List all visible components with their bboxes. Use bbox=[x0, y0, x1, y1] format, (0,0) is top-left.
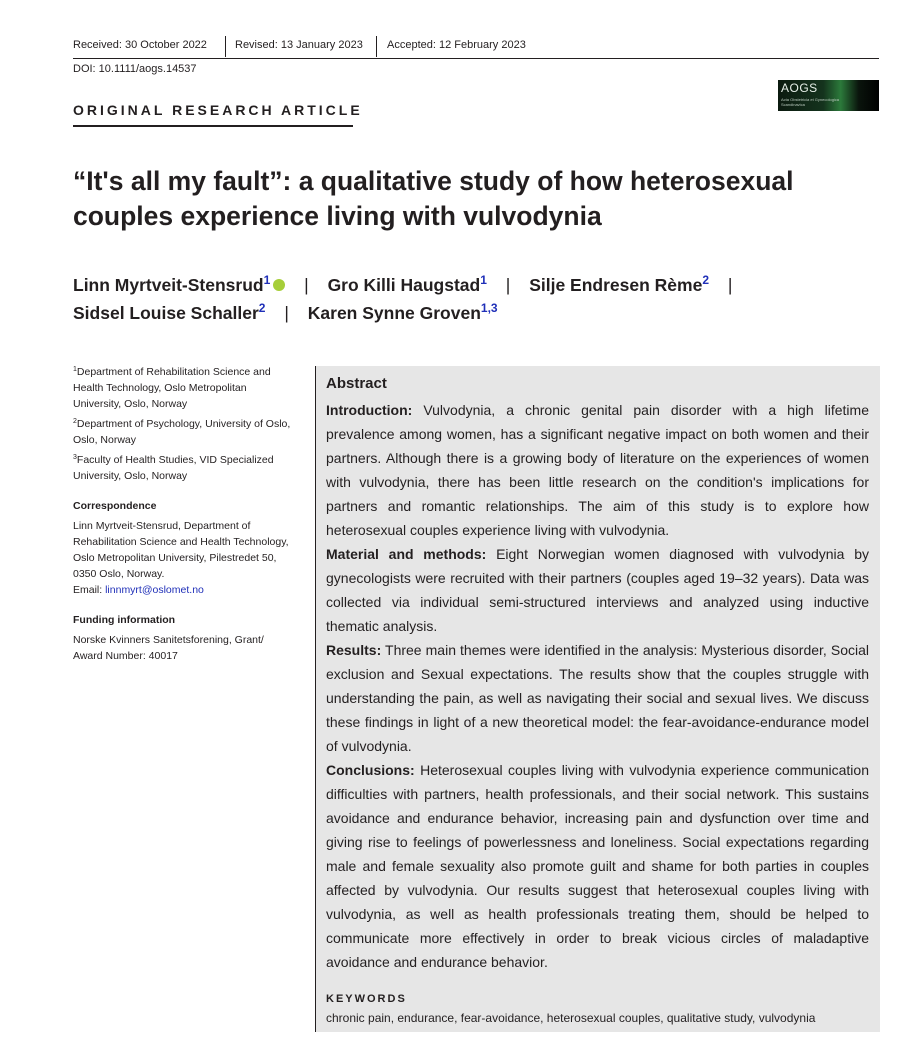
author-name[interactable]: Gro Killi Haugstad bbox=[327, 275, 481, 295]
abstract-section-label: Results: bbox=[326, 642, 382, 658]
affiliation-number: 3 bbox=[73, 454, 77, 461]
abstract-section-text: Eight Norwegian women diagnosed with vulvodynia by gynecologists were recruited with their partners (couples aged 19–32 years). Data was collected via individual semi-structured interviews and analyzed using inductive thematic analysis. bbox=[326, 546, 869, 634]
article-title: “It's all my fault”: a qualitative study of how heterosexual couples experience living with vulvodynia bbox=[73, 166, 794, 231]
abstract-heading: Abstract bbox=[326, 375, 387, 392]
author-separator: | bbox=[727, 275, 733, 295]
author-separator: | bbox=[304, 275, 309, 295]
abstract-section-text: Heterosexual couples living with vulvodynia experience communication difficulties with partners, health professionals, and their social network. This sustains avoidance and endurance behavior, increasing pain and dysfunction over time and giving rise to feelings of powerlessness and loneliness. Social expectations regarding male and female sexuality also promote guilt and shame for both parties in couples affected by vulvodynia. Our results suggest that heterosexual couples living with vulvodynia, as well as health professionals treating them, should be helped to communicate more effectively in order to break vicious circles of maladaptive avoidance and endurance behavior. bbox=[326, 762, 869, 970]
date-divider bbox=[225, 36, 226, 57]
publication-dates bbox=[73, 38, 879, 59]
author-affiliation-ref[interactable]: 2 bbox=[258, 301, 266, 315]
abstract-section bbox=[326, 398, 869, 542]
affiliation-text: Department of Psychology, University of Oslo, Oslo, Norway bbox=[73, 418, 291, 446]
journal-logo-title: AOGS bbox=[781, 81, 818, 95]
journal-logo[interactable] bbox=[778, 80, 879, 111]
accepted-date: Accepted: 12 February 2023 bbox=[387, 39, 526, 51]
abstract-section bbox=[326, 758, 869, 974]
received-date: Received: 30 October 2022 bbox=[73, 39, 207, 51]
affiliation bbox=[73, 364, 295, 412]
abstract-section-label: Conclusions: bbox=[326, 762, 415, 778]
correspondence-block bbox=[73, 518, 295, 598]
author-affiliation-ref[interactable]: 2 bbox=[702, 273, 710, 287]
correspondence-heading: Correspondence bbox=[73, 500, 157, 512]
author-name[interactable]: Linn Myrtveit-Stensrud bbox=[73, 275, 264, 295]
date-divider bbox=[376, 36, 377, 57]
author-line bbox=[73, 299, 873, 327]
keywords-list: chronic pain, endurance, fear-avoidance, heterosexual couples, qualitative study, vulvodynia bbox=[326, 1011, 816, 1025]
section-label: ORIGINAL RESEARCH ARTICLE bbox=[73, 102, 363, 118]
author-separator: | bbox=[505, 275, 511, 295]
author-line bbox=[73, 271, 873, 299]
author-name[interactable]: Silje Endresen Rème bbox=[529, 275, 703, 295]
author-list bbox=[73, 271, 873, 327]
correspondence-text: Linn Myrtveit-Stensrud, Department of Rehabilitation Science and Health Technology, Oslo Metropolitan University, Pilestredet 50, 0350 Oslo, Norway. bbox=[73, 520, 289, 580]
affiliation-text: Faculty of Health Studies, VID Specialized University, Oslo, Norway bbox=[73, 454, 274, 482]
revised-date: Revised: 13 January 2023 bbox=[235, 39, 363, 51]
affiliation bbox=[73, 452, 295, 484]
sidebar-info bbox=[73, 364, 295, 668]
funding-heading: Funding information bbox=[73, 614, 176, 626]
doi[interactable]: DOI: 10.1111/aogs.14537 bbox=[73, 63, 197, 75]
affiliation-text: Department of Rehabilitation Science and Health Technology, Oslo Metropolitan University, Oslo, Norway bbox=[73, 366, 271, 410]
email-label: Email: bbox=[73, 584, 106, 596]
author-affiliation-ref[interactable]: 1 bbox=[480, 273, 487, 287]
affiliation-number: 2 bbox=[73, 418, 77, 425]
funding-text: Norske Kvinners Sanitetsforening, Grant/ Award Number: 40017 bbox=[73, 634, 264, 662]
abstract-section-label: Introduction: bbox=[326, 402, 413, 418]
abstract-section-label: Material and methods: bbox=[326, 546, 487, 562]
orcid-icon[interactable] bbox=[273, 279, 285, 291]
abstract-section-text: Vulvodynia, a chronic genital pain disorder with a high lifetime prevalence among women, has a significant negative impact on both women and their partners. Although there is a growing body of literature on the experiences of women with vulvodynia, there has been little research on the condition's implications for partners and romantic relationships. The aim of this study is to explore how heterosexual couples experience living with vulvodynia. bbox=[326, 402, 869, 538]
author-separator: | bbox=[284, 303, 289, 323]
author-name[interactable]: Karen Synne Groven bbox=[307, 303, 481, 323]
section-underline bbox=[73, 125, 353, 127]
email-link[interactable]: linnmyrt@oslomet.no bbox=[105, 584, 204, 596]
affiliation-number: 1 bbox=[73, 366, 77, 373]
author-name[interactable]: Sidsel Louise Schaller bbox=[73, 303, 259, 323]
affiliation bbox=[73, 416, 295, 448]
abstract-section bbox=[326, 542, 869, 638]
abstract-body bbox=[326, 398, 869, 974]
keywords-heading: KEYWORDS bbox=[326, 993, 407, 1005]
abstract-section-text: Three main themes were identified in the analysis: Mysterious disorder, Social exclusion and Sexual expectations. The results show that the couples struggle with understanding the pain, as well as navigating their social and sexual lives. We discuss these findings in light of a new theoretical model: the fear-avoidance-endurance model of vulvodynia. bbox=[326, 642, 869, 754]
author-affiliation-ref[interactable]: 1,3 bbox=[480, 301, 498, 315]
abstract-section bbox=[326, 638, 869, 758]
journal-logo-subtitle: Acta Obstetricia et Gynecologica Scandinavica bbox=[781, 97, 840, 107]
author-affiliation-ref[interactable]: 1 bbox=[263, 273, 271, 287]
abstract-box bbox=[315, 366, 880, 1032]
